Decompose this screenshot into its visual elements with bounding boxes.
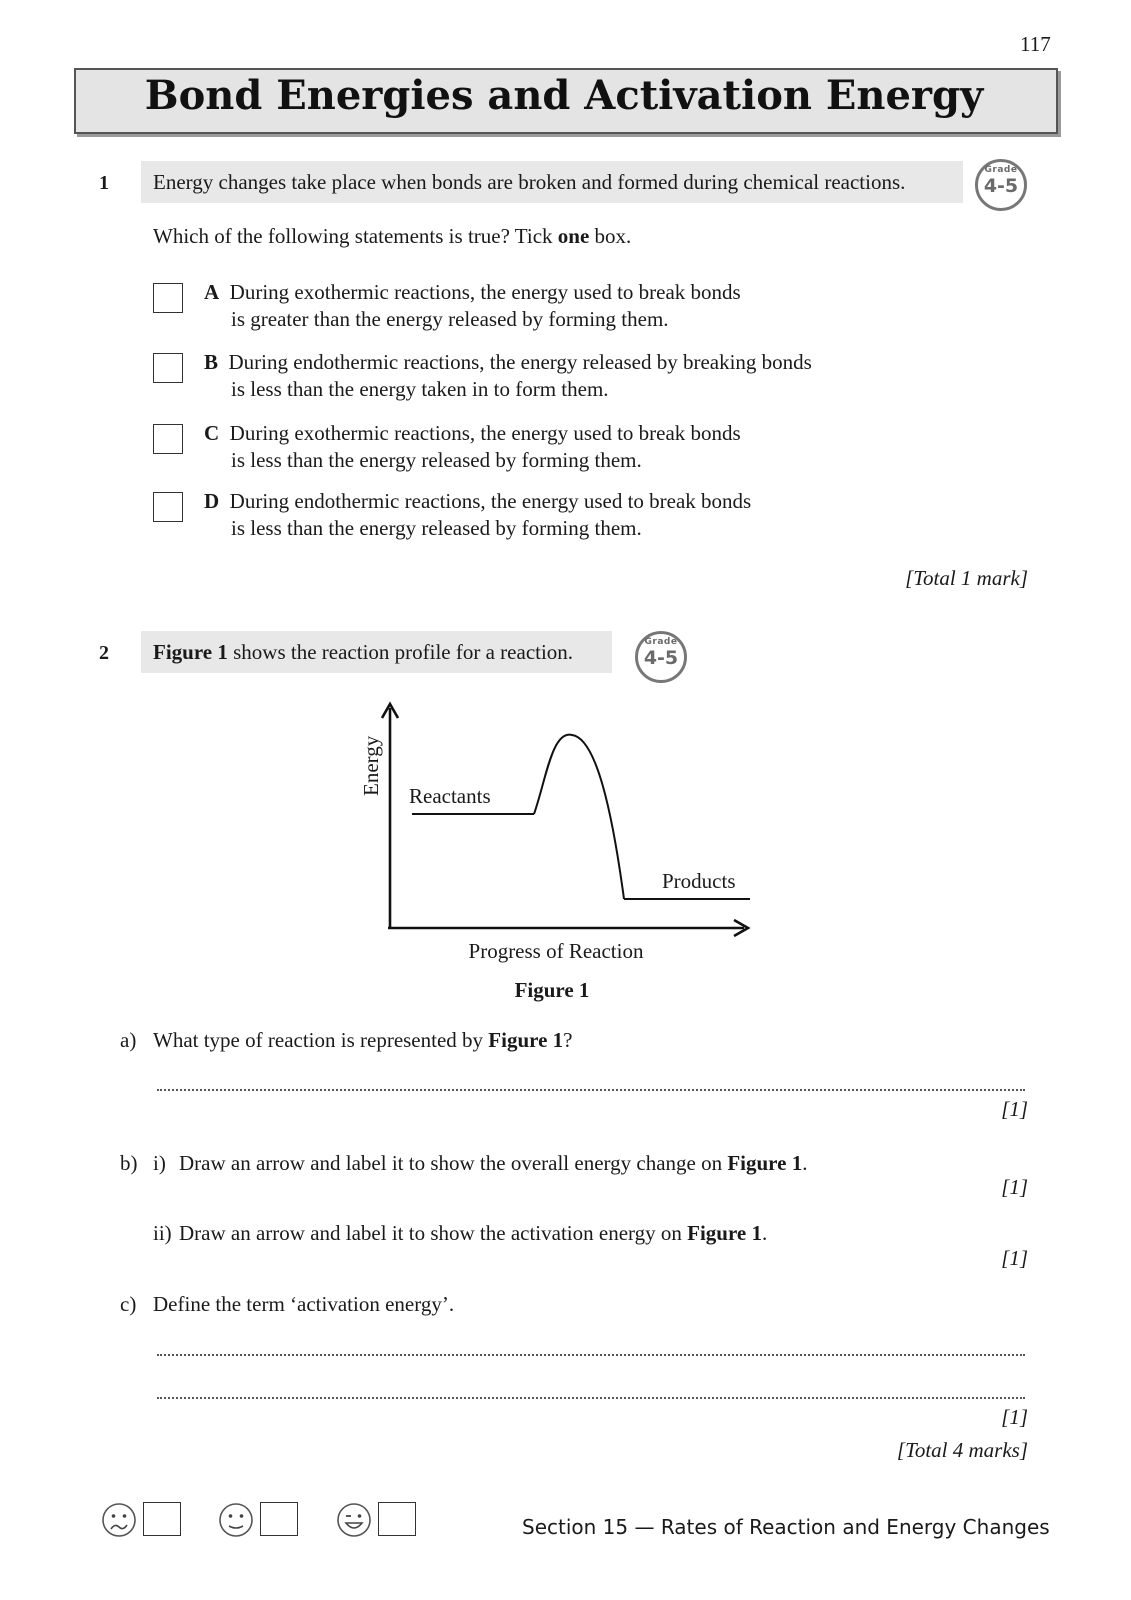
option-c	[204, 420, 741, 474]
tickbox-b[interactable]	[153, 353, 183, 383]
question-1-number: 1	[99, 172, 109, 194]
page-number: 117	[1020, 32, 1051, 56]
answer-line-a[interactable]	[157, 1089, 1025, 1091]
tickbox-a[interactable]	[153, 283, 183, 313]
tickbox-c[interactable]	[153, 424, 183, 454]
part-a-mark: [1]	[1001, 1097, 1028, 1121]
part-c-text: Define the term ‘activation energy’.	[153, 1292, 455, 1316]
question-1-intro-box	[141, 161, 963, 203]
option-letter: B	[204, 350, 219, 374]
part-b-i-text-end: .	[802, 1151, 808, 1175]
part-b-ii-text	[179, 1220, 767, 1247]
energy-curve	[534, 735, 624, 899]
part-b-ii-text-start: Draw an arrow and label it to show the activation energy on	[179, 1221, 688, 1245]
option-line2: is less than the energy released by forming them.	[231, 516, 642, 540]
prompt-text-end: box.	[589, 224, 632, 248]
question-1-total: [Total 1 mark]	[905, 566, 1028, 590]
part-b-i-text	[179, 1150, 807, 1177]
confidence-box-high[interactable]	[378, 1502, 416, 1536]
grade-word: Grade	[644, 637, 678, 647]
grade-value: 4-5	[983, 175, 1019, 197]
part-b-i-text-bold: Figure 1	[727, 1151, 803, 1175]
part-b-label: b)	[120, 1151, 138, 1175]
part-a-text-bold: Figure 1	[488, 1028, 564, 1052]
part-b-i-mark: [1]	[1001, 1175, 1028, 1199]
y-axis-label: Energy	[359, 735, 383, 796]
option-d	[204, 488, 751, 542]
option-a	[204, 279, 741, 333]
grade-badge-icon	[975, 159, 1027, 211]
option-line2: is less than the energy taken in to form them.	[231, 377, 609, 401]
option-b	[204, 349, 812, 403]
option-line1: During endothermic reactions, the energy released by breaking bonds	[228, 350, 812, 374]
prompt-text: Which of the following statements is true? Tick	[153, 224, 558, 248]
part-b-i-label: i)	[153, 1151, 166, 1175]
page-title: Bond Energies and Activation Energy	[144, 72, 984, 119]
option-letter: C	[204, 421, 220, 445]
answer-line-c-1[interactable]	[157, 1354, 1025, 1356]
confidence-box-medium[interactable]	[260, 1502, 298, 1536]
x-axis-label: Progress of Reaction	[468, 939, 644, 963]
reaction-profile-figure	[340, 690, 780, 990]
part-a-label: a)	[120, 1028, 137, 1052]
question-1-prompt	[153, 223, 631, 250]
part-c-mark: [1]	[1001, 1405, 1028, 1429]
option-letter: D	[204, 489, 220, 513]
sad-face-icon	[101, 1502, 137, 1538]
grade-value: 4-5	[643, 647, 679, 669]
figure-caption: Figure 1	[514, 978, 590, 1002]
neutral-face-icon	[218, 1502, 254, 1538]
prompt-bold: one	[557, 224, 590, 248]
option-line2: is greater than the energy released by forming them.	[231, 307, 669, 331]
answer-line-c-2[interactable]	[157, 1397, 1025, 1399]
confidence-box-low[interactable]	[143, 1502, 181, 1536]
option-line1: During exothermic reactions, the energy used to break bonds	[229, 280, 741, 304]
question-2-total: [Total 4 marks]	[896, 1438, 1028, 1462]
grade-word: Grade	[984, 165, 1018, 175]
footer-section-title: Section 15 — Rates of Reaction and Energy Changes	[522, 1515, 1050, 1539]
question-2-intro	[153, 639, 573, 666]
part-a-text	[153, 1027, 572, 1054]
intro-bold: Figure 1	[153, 640, 228, 664]
part-b-ii-mark: [1]	[1001, 1246, 1028, 1270]
part-b-i-text-start: Draw an arrow and label it to show the overall energy change on	[179, 1151, 728, 1175]
question-2-number: 2	[99, 642, 109, 664]
question-1-intro: Energy changes take place when bonds are broken and formed during chemical reactions.	[153, 170, 906, 194]
part-b-ii-text-bold: Figure 1	[687, 1221, 762, 1245]
option-line1: During exothermic reactions, the energy used to break bonds	[229, 421, 741, 445]
part-a-text-start: What type of reaction is represented by	[153, 1028, 489, 1052]
option-line1: During endothermic reactions, the energy used to break bonds	[229, 489, 752, 513]
part-c-label: c)	[120, 1292, 137, 1316]
products-label: Products	[662, 869, 736, 893]
grade-badge-icon	[635, 631, 687, 683]
part-a-text-end: ?	[563, 1028, 573, 1052]
question-2-intro-box	[141, 631, 612, 673]
happy-face-icon	[336, 1502, 372, 1538]
reactants-label: Reactants	[409, 784, 491, 808]
option-line2: is less than the energy released by forming them.	[231, 448, 642, 472]
option-letter: A	[204, 280, 220, 304]
part-b-ii-label: ii)	[153, 1221, 172, 1245]
intro-rest: shows the reaction profile for a reaction.	[227, 640, 574, 664]
part-b-ii-text-end: .	[761, 1221, 768, 1245]
tickbox-d[interactable]	[153, 492, 183, 522]
